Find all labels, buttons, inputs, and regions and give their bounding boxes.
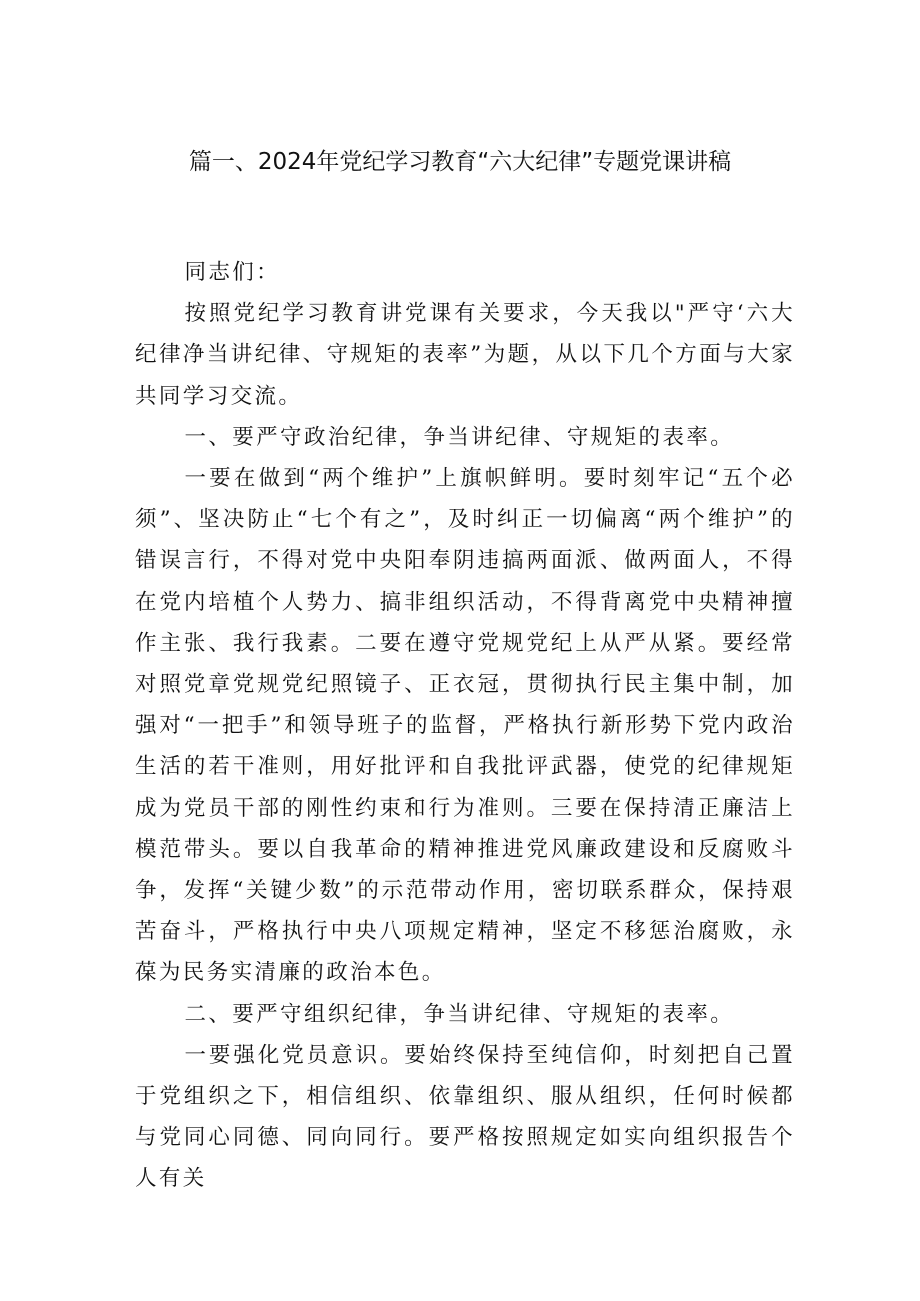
section-heading-1: 一、要严守政治纪律，争当讲纪律、守规矩的表率。: [184, 424, 735, 450]
document-body: [135, 252, 795, 1200]
salutation-paragraph: 同志们：: [184, 260, 281, 285]
document-title: 篇一、2024年党纪学习教育“六大纪律”专题党课讲稿: [188, 149, 732, 175]
body-paragraph: 一要强化党员意识。要始终保持至纯信仰，时刻把自己置于党组织之下，相信组织、依靠组织、服从组织，任何时候都与党同心同德、同向同行。要严格按照规定如实向组织报告个人有关: [135, 1042, 795, 1192]
body-paragraph: 一要在做到“两个维护”上旗帜鲜明。要时刻牢记“五个必须”、坚决防止“七个有之”，及时纠正一切偏离“两个维护”的错误言行，不得对党中央阳奉阴违搞两面派、做两面人，不得在党内培植个人势力、搞非组织活动，不得背离党中央精神擅作主张、我行我素。二要在遵守党规党纪上从严从紧。要经常对照党章党规党纪照镜子、正衣冠，贯彻执行民主集中制，加强对“一把手”和领导班子的监督，严格执行新形势下党内政治生活的若干准则，用好批评和自我批评武器，使党的纪律规矩成为党员干部的刚性约束和行为准则。三要在保持清正廉洁上模范带头。要以自我革命的精神推进党风廉政建设和反腐败斗争，发挥“关键少数”的示范带动作用，密切联系群众，保持艰苦奋斗，严格执行中央八项规定精神，坚定不移惩治腐败，永葆为民务实清廉的政治本色。: [135, 466, 795, 986]
section-heading-2: 二、要严守组织纪律，争当讲纪律、守规矩的表率。: [184, 1001, 735, 1027]
intro-paragraph: 按照党纪学习教育讲党课有关要求，今天我以"严守‘六大纪律净当讲纪律、守规矩的表率”为题，从以下几个方面与大家共同学习交流。: [135, 301, 795, 409]
